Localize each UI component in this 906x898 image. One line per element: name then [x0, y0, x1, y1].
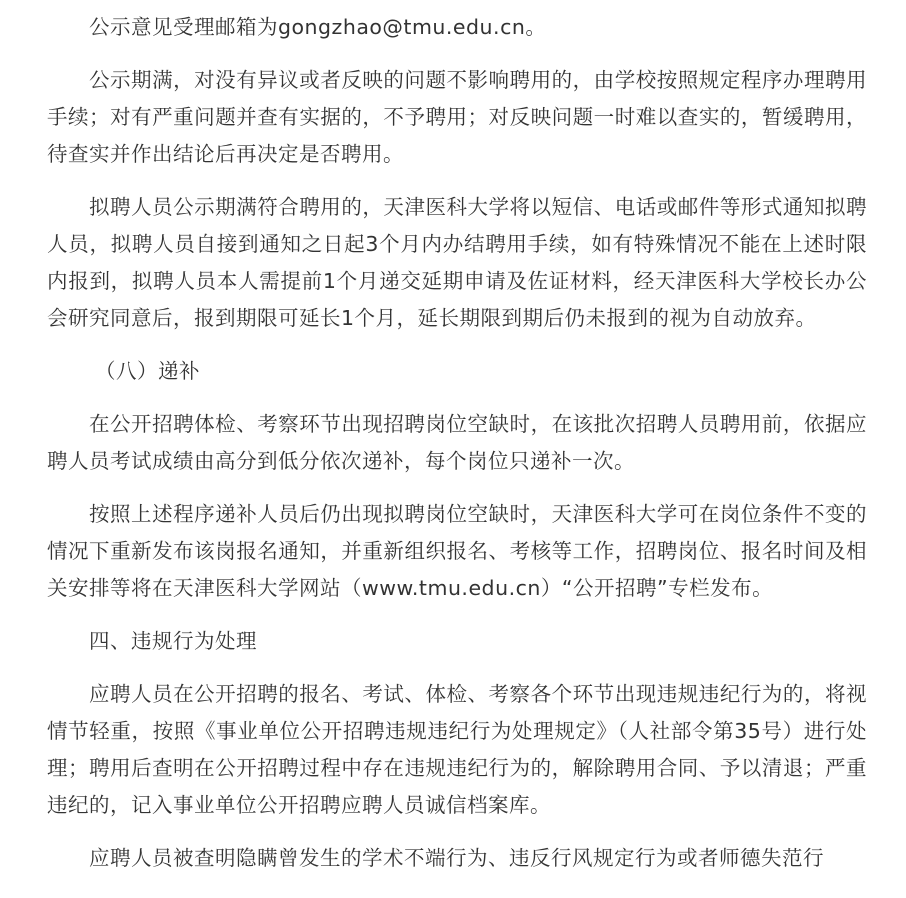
paragraph-academic-misconduct: 应聘人员被查明隐瞒曾发生的学术不端行为、违反行风规定行为或者师德失范行	[89, 846, 824, 870]
paragraph-feedback-email: 公示意见受理邮箱为gongzhao@tmu.edu.cn。	[89, 15, 547, 39]
document-body	[47, 0, 867, 877]
paragraph-substitution-rule: 在公开招聘体检、考察环节出现招聘岗位空缺时，在该批次招聘人员聘用前，依据应聘人员考试成绩由高分到低分依次递补，每个岗位只递补一次。	[47, 412, 867, 473]
paragraph-publicity-expiry: 公示期满，对没有异议或者反映的问题不影响聘用的，由学校按照规定程序办理聘用手续；对有严重问题并查有实据的，不予聘用；对反映问题一时难以查实的，暂缓聘用，待查实并作出结论后再决定是否聘用。	[47, 68, 867, 166]
paragraph-repost-notice: 按照上述程序递补人员后仍出现拟聘岗位空缺时，天津医科大学可在岗位条件不变的情况下重新发布该岗报名通知，并重新组织报名、考核等工作，招聘岗位、报名时间及相关安排等将在天津医科大学网站（www.tmu.edu.cn）“公开招聘”专栏发布。	[47, 502, 867, 600]
paragraph-hiring-procedure: 拟聘人员公示期满符合聘用的，天津医科大学将以短信、电话或邮件等形式通知拟聘人员，拟聘人员自接到通知之日起3个月内办结聘用手续，如有特殊情况不能在上述时限内报到，拟聘人员本人需提前1个月递交延期申请及佐证材料，经天津医科大学校长办公会研究同意后，报到期限可延长1个月，延长期限到期后仍未报到的视为自动放弃。	[47, 195, 867, 330]
paragraph-violation-handling: 应聘人员在公开招聘的报名、考试、体检、考察各个环节出现违规违纪行为的，将视情节轻重，按照《事业单位公开招聘违规违纪行为处理规定》（人社部令第35号）进行处理；聘用后查明在公开招聘过程中存在违规违纪行为的，解除聘用合同、予以清退；严重违纪的，记入事业单位公开招聘应聘人员诚信档案库。	[47, 682, 867, 817]
section-heading-violations: 四、违规行为处理	[89, 629, 257, 653]
section-heading-substitution: （八）递补	[95, 359, 200, 383]
